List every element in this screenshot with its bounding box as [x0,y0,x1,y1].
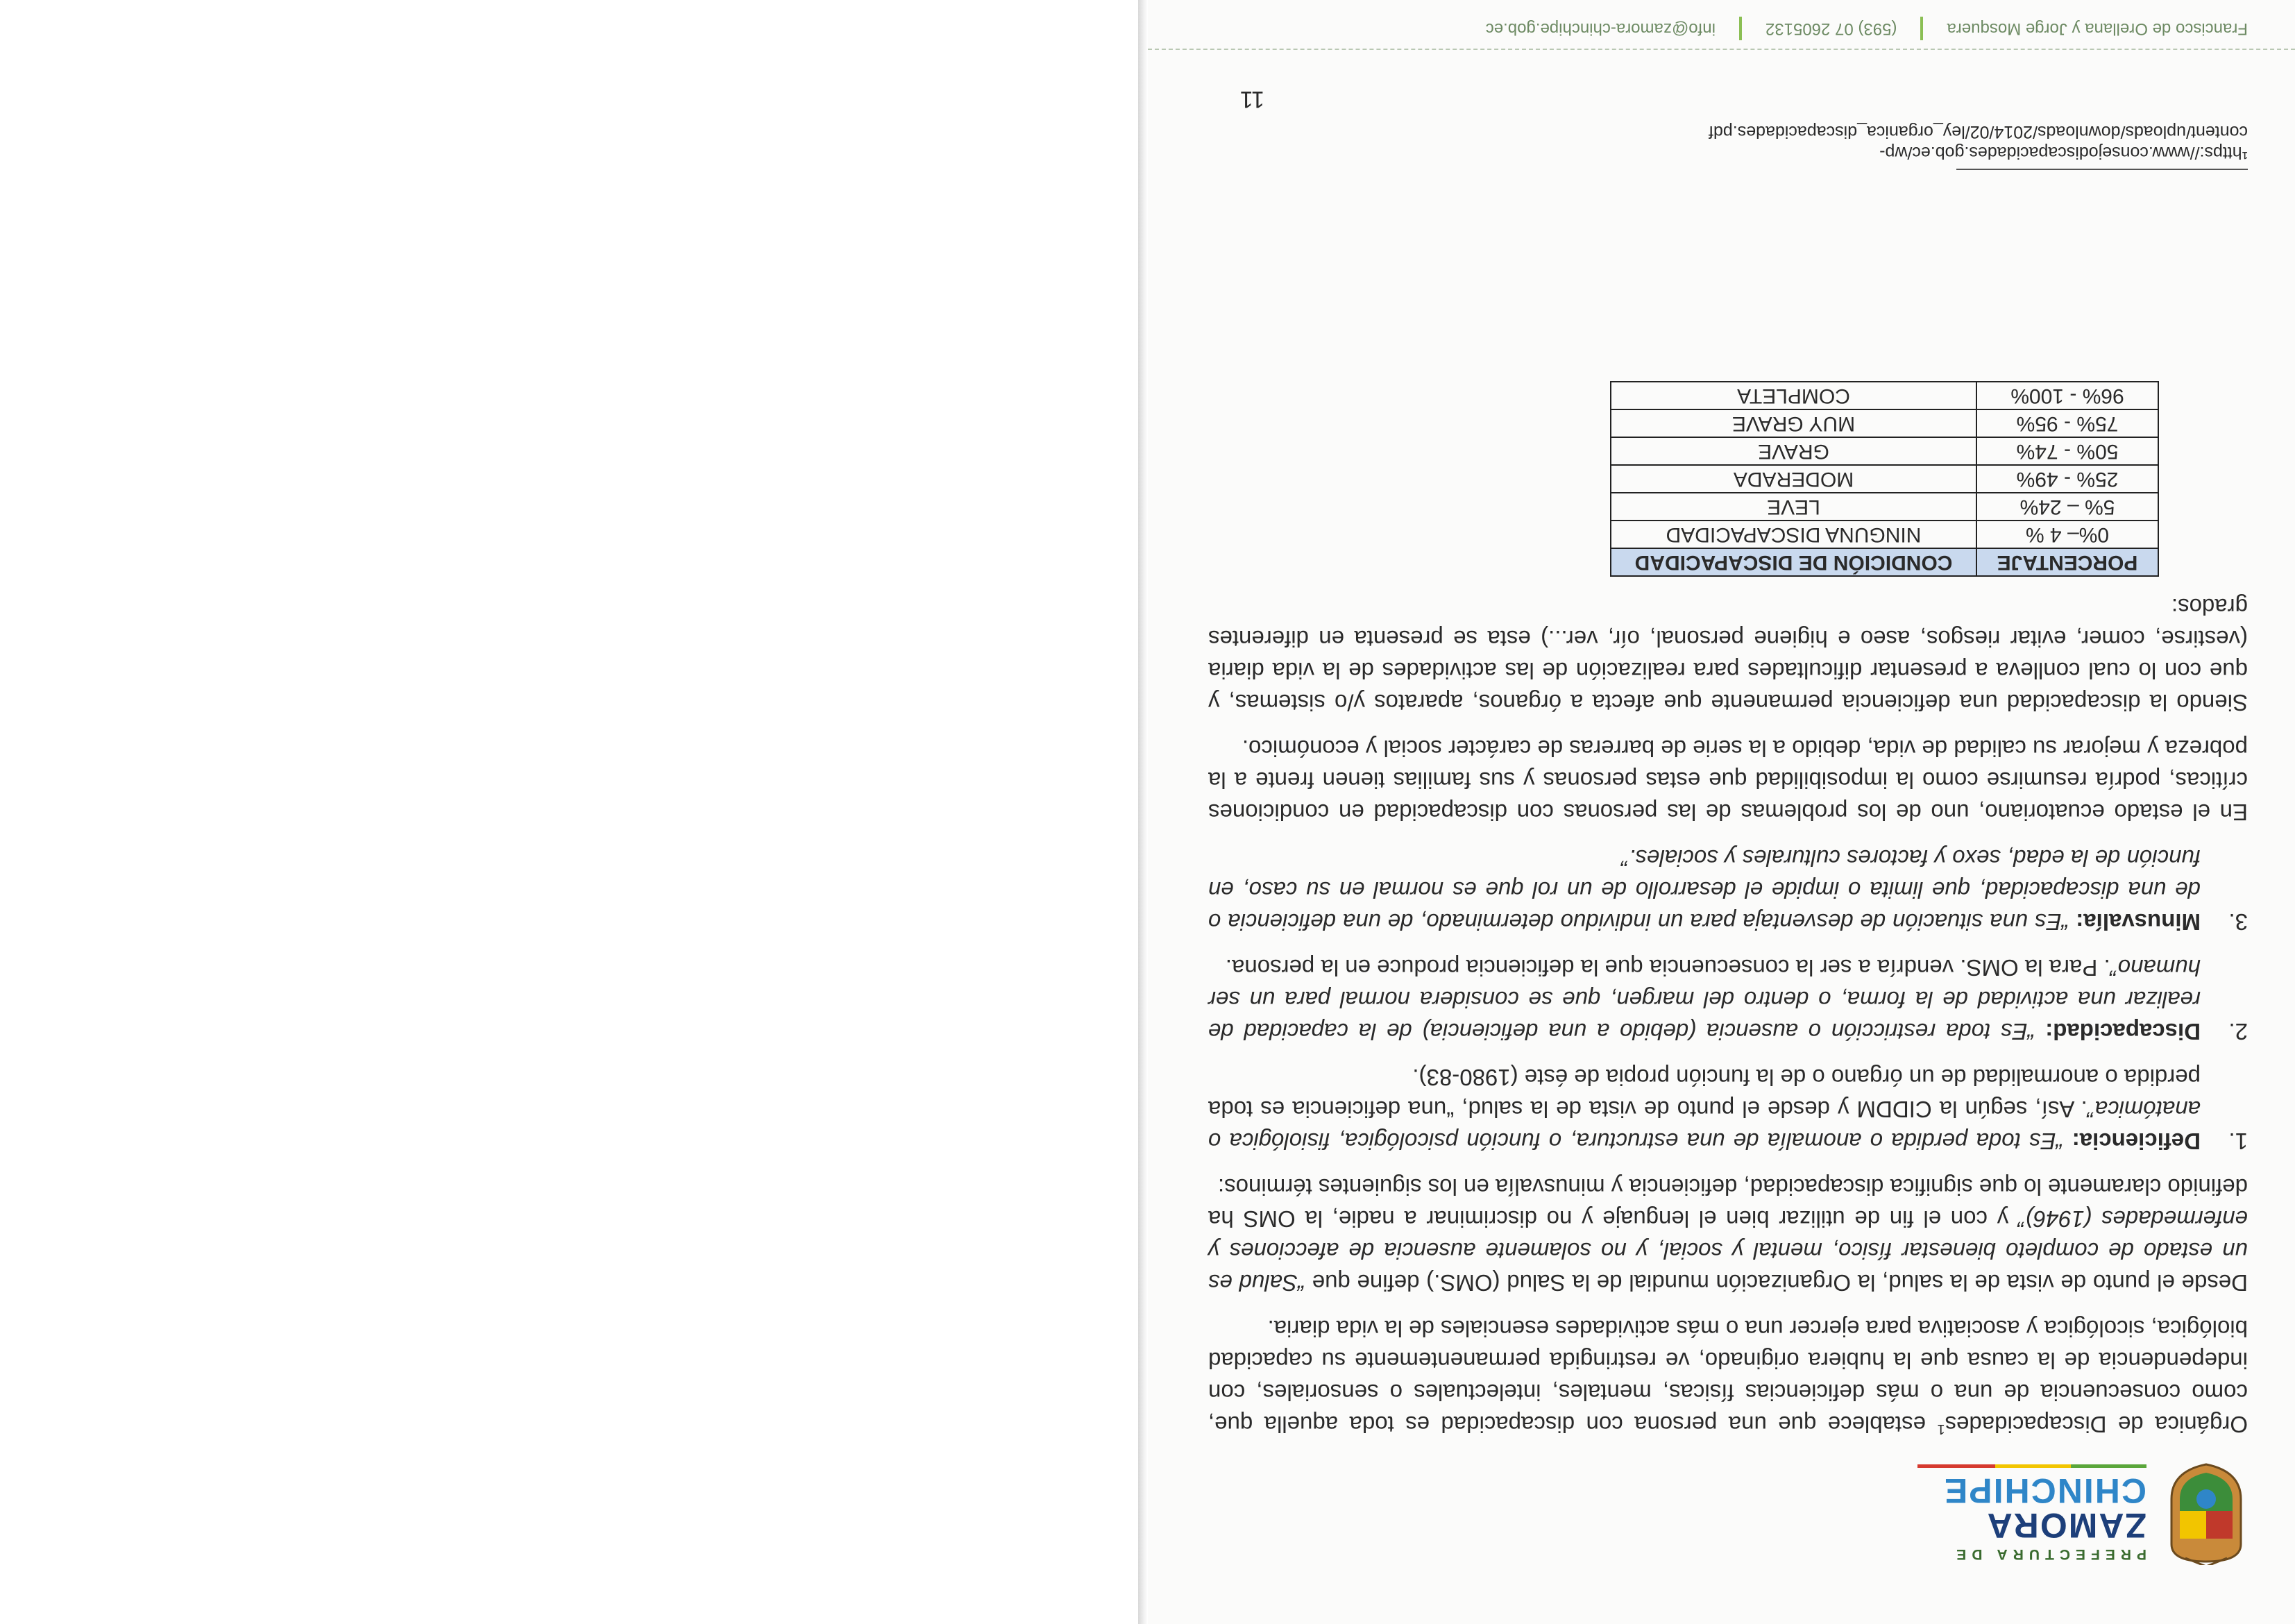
page-footer [1207,17,2248,40]
page-number: 11 [1239,86,1264,112]
disability-grades-table [1610,381,2159,577]
page-content-rotated [1148,0,2295,1624]
scanned-page [1148,0,2295,1624]
crest-icon [2165,1461,2248,1565]
intro-paragraph: Orgánica de Discapacidades$^1$ establece que una persona con discapacidad es toda aquella que, como consecuencia de una o más deficiencias físicas, mentales, intelectuales o sensoriales, con independencia de la causa que la hubiera originado, ve restringida permanentemente su capacidad biológica, sicológica y asociativa para ejercer una o más actividades esenciales de la vida diaria. [1208,1316,2248,1437]
table-row: 0%– 4 % NINGUNA DISCAPACIDAD [1611,521,2158,548]
table-row: 25% - 49% MODERADA [1611,465,2158,493]
footer-email: info@zamora-chinchipe.gob.ec [1485,19,1716,38]
column-header: PORCENTAJE [1976,548,2158,576]
footer-separator [1920,17,1923,40]
footer-address: Francisco de Orellana y Jorge Mosquera [1947,19,2248,38]
footnote-divider [1956,169,2248,170]
logo-zamora-label: ZAMORA [1985,1506,2146,1545]
table-row: 50% - 74% GRAVE [1611,437,2158,465]
logo-prefectura-label: PREFECTURA DE [1951,1546,2146,1562]
grados-paragraph: Siendo la discapacidad una deficiencia permanente que afecta a órganos, aparatos y/o sistemas, y que con lo cual conlleva a presentar dificultades para realización de las actividades de la vida diaria (vestirse, comer, evitar riesgos, aseo e higiene personal, oír, ver...) esta se presenta en diferentes grados: [1208,594,2248,716]
table-row: 75% - 95% MUY GRAVE [1611,409,2158,437]
oms-paragraph: Desde el punto de vista de la salud, la Organización mundial de la Salud (OMS.) define que “Salud es un estado de completo bienestar físico, mental y social, y no solamente ausencia de afecciones y enfermedades (1946)” y con el fin de utilizar bien el lenguaje y no discriminar a nadie, la OMS ha definido claramente lo que significa discapacidad, deficiencia y minusvalía en los siguientes términos: [1208,1174,2248,1296]
definition-item: 1. Deficiencia: “Es toda perdida o anomalía de una estructura, o función psicológica, fisiológica o anatómica”. Así, según la CIDDM y desde el punto de vista de la salud, “una deficiencia es toda perdida o anormalidad de un órgano o de la función propia de éste (1980-83). [1208,1065,2248,1154]
table-header-row [1611,548,2158,576]
book-gutter [1138,0,1148,1624]
column-header: CONDICIÓN DE DISCAPACIDAD [1611,548,1976,576]
definition-item: 3. Minusvalía: “Es una situación de desventaja para un individuo determinado, de una deficiencia o de una discapacidad, que limita o impide el desarrollo de un rol que es normal en su caso, en función de la edad, sexo y factores culturales y sociales.” [1208,845,2248,935]
logo-chinchipe-label: CHINCHIPE [1942,1471,2146,1510]
table-row: 5% – 24% LEVE [1611,493,2158,521]
table-row: 96% - 100% COMPLETA [1611,382,2158,409]
prefectura-logo [1873,1461,2248,1565]
footer-phone: (593) 07 2605132 [1765,19,1897,38]
footer-divider [1148,48,2295,50]
definition-item: 2. Discapacidad: “Es toda restricción o ausencia (debido a una deficiencia) de la capacidad de realizar una actividad de la forma, o dentro del margen, que se considera normal para un ser humano”. Para la OMS. vendría a ser la consecuencia que la deficiencia produce en la persona. [1208,955,2248,1044]
ecuador-paragraph: En el estado ecuatoriano, uno de los problemas de las personas con discapacidad en condiciones críticas, podría resumirse como la imposibilidad que estas personas y sus familias tienen frente a la pobreza y mejorar su calidad de vida, debido a la serie de barreras de carácter social y económico. [1208,736,2248,825]
footnote-mark: 1 [1937,1421,1945,1437]
footnote: ¹https://www.consejodiscapacidades.gob.ec/wp- content/uploads/downloads/2014/02/ley_organica_discapacidades.pdf [1709,122,2248,162]
footer-separator [1739,17,1742,40]
logo-color-bar [1917,1464,2146,1468]
body-text [1208,381,2248,1440]
